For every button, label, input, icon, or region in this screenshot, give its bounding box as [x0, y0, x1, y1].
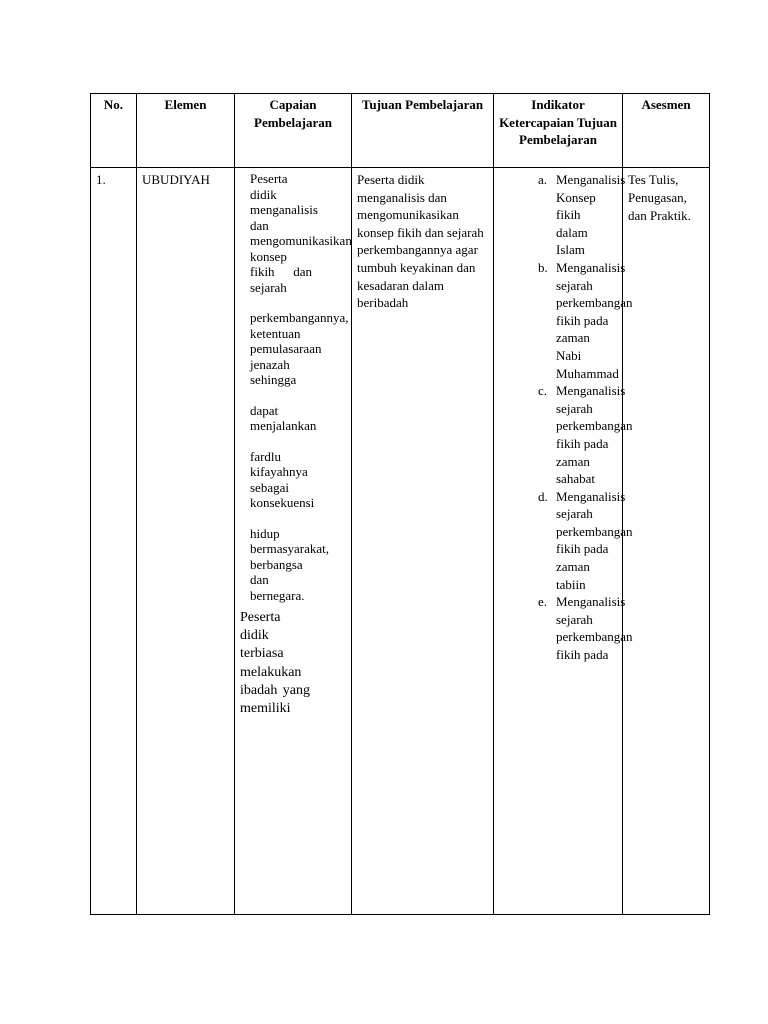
- list-item-text: Menganalisis sejarah perkembangan fikih pada zaman Nabi Muhammad: [556, 259, 633, 381]
- capaian-paragraph: fardlu kifayahnya sebagai konsekuensi: [250, 448, 315, 510]
- cell-asesmen: Tes Tulis, Penugasan, dan Praktik.: [623, 168, 710, 915]
- table-row: [91, 168, 710, 915]
- capaian-paragraph: hidup bermasyarakat, berbangsa dan bernegara.: [250, 525, 330, 603]
- learning-outcomes-table: [90, 93, 710, 915]
- list-item-text: Menganalisis sejarah perkembangan fikih pada zaman tabiin: [556, 488, 633, 592]
- list-item: [499, 259, 633, 382]
- capaian-paragraph: dapat menjalankan: [250, 402, 317, 433]
- header-no: No.: [91, 94, 137, 168]
- cell-indikator: [494, 168, 633, 915]
- table-header-row: [91, 94, 710, 168]
- capaian-paragraph: Peserta didik terbiasa melakukan ibadah yang memiliki: [240, 610, 310, 717]
- list-item: [499, 171, 626, 259]
- list-marker: e.: [538, 594, 548, 610]
- capaian-paragraph: perkembangannya, ketentuan pemulasaraan jenazah sehingga: [250, 310, 349, 387]
- header-indikator: Indikator Ketercapaian Tujuan Pembelajaran: [494, 94, 623, 168]
- list-item-text: Menganalisis Konsep fikih dalam Islam: [556, 172, 626, 258]
- capaian-paragraph: Peserta didik menganalisis dan mengomunikasikan konsep fikih dan sejarah: [250, 171, 352, 295]
- header-capaian: Capaian Pembelajaran: [235, 94, 352, 168]
- list-marker: c.: [538, 383, 548, 399]
- cell-elemen: UBUDIYAH: [137, 168, 235, 915]
- cell-no: 1.: [91, 168, 137, 915]
- cell-capaian: [235, 168, 352, 915]
- list-item-text: Menganalisis sejarah perkembangan fikih pada zaman sahabat: [556, 383, 633, 487]
- cell-tujuan: Peserta didik menganalisis dan mengomunikasikan konsep fikih dan sejarah perkembangannya agar tumbuh keyakinan dan kesadaran dalam beribadah: [352, 168, 494, 915]
- list-marker: d.: [538, 488, 548, 504]
- list-item-text: Menganalisis sejarah perkembangan fikih pada: [556, 594, 633, 663]
- list-marker: b.: [538, 259, 548, 275]
- header-elemen: Elemen: [137, 94, 235, 168]
- list-item: [499, 382, 633, 488]
- list-marker: a.: [538, 172, 548, 187]
- list-item: [499, 593, 633, 663]
- list-item: [499, 488, 633, 594]
- header-asesmen: Asesmen: [623, 94, 710, 168]
- header-tujuan: Tujuan Pembelajaran: [352, 94, 494, 168]
- indicator-list: [499, 171, 633, 664]
